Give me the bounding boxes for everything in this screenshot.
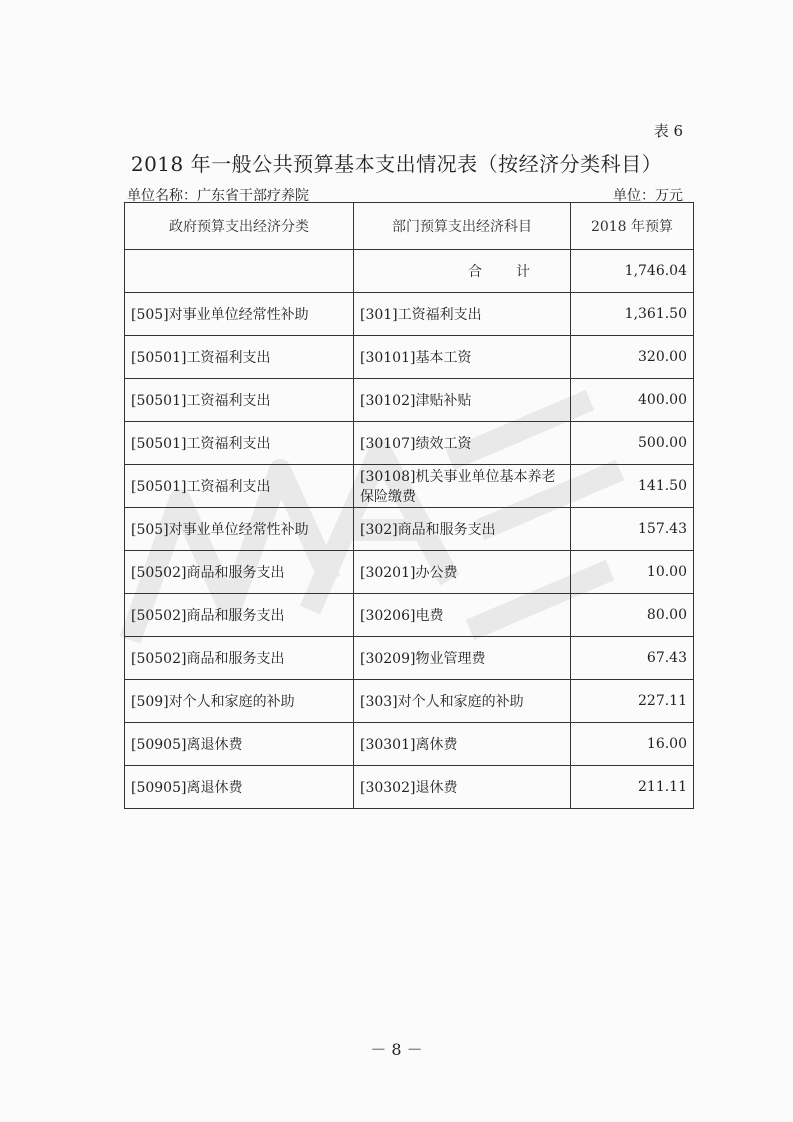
- gov-category-cell: [505]对事业单位经常性补助: [125, 508, 354, 551]
- column-header-amount: 2018 年预算: [571, 203, 694, 250]
- page-title: 2018 年一般公共预算基本支出情况表（按经济分类科目）: [130, 152, 663, 176]
- unit-name: 单位名称：广东省干部疗养院: [127, 188, 309, 204]
- column-header-dept: 部门预算支出经济科目: [354, 203, 571, 250]
- gov-category-cell: [50905]离退休费: [125, 723, 354, 766]
- gov-category-cell: [50502]商品和服务支出: [125, 594, 354, 637]
- page-number: － 8 －: [370, 1040, 423, 1059]
- gov-category-cell: [50501]工资福利支出: [125, 422, 354, 465]
- total-row: [125, 250, 694, 293]
- table-row: [125, 723, 694, 766]
- table-row: [125, 551, 694, 594]
- dept-category-cell: [301]工资福利支出: [354, 293, 571, 336]
- gov-category-cell: [50502]商品和服务支出: [125, 551, 354, 594]
- dept-category-cell: [303]对个人和家庭的补助: [354, 680, 571, 723]
- amount-cell: 1,361.50: [571, 293, 694, 336]
- dept-category-cell: [30108]机关事业单位基本养老保险缴费: [354, 465, 571, 508]
- dept-category-cell: [30301]离休费: [354, 723, 571, 766]
- amount-cell: 227.11: [571, 680, 694, 723]
- amount-cell: 320.00: [571, 336, 694, 379]
- amount-cell: 211.11: [571, 766, 694, 809]
- amount-cell: 157.43: [571, 508, 694, 551]
- dept-category-cell: [30206]电费: [354, 594, 571, 637]
- table-row: [125, 293, 694, 336]
- gov-category-cell: [509]对个人和家庭的补助: [125, 680, 354, 723]
- table-number: 表 6: [653, 122, 683, 140]
- table-row: [125, 379, 694, 422]
- table-row: [125, 766, 694, 809]
- dept-category-cell: [30102]津贴补贴: [354, 379, 571, 422]
- budget-table: [124, 202, 694, 809]
- amount-cell: 141.50: [571, 465, 694, 508]
- total-label: 合计: [354, 250, 571, 293]
- amount-cell: 80.00: [571, 594, 694, 637]
- table-row: [125, 336, 694, 379]
- unit-label: 单位：万元: [613, 188, 683, 204]
- amount-cell: 67.43: [571, 637, 694, 680]
- dept-category-cell: [30101]基本工资: [354, 336, 571, 379]
- amount-cell: 400.00: [571, 379, 694, 422]
- amount-cell: 500.00: [571, 422, 694, 465]
- dept-category-cell: [30107]绩效工资: [354, 422, 571, 465]
- total-gov-cell: [125, 250, 354, 293]
- table-row: [125, 465, 694, 508]
- column-header-gov: 政府预算支出经济分类: [125, 203, 354, 250]
- table-row: [125, 680, 694, 723]
- dept-category-cell: [30209]物业管理费: [354, 637, 571, 680]
- table-row: [125, 508, 694, 551]
- gov-category-cell: [505]对事业单位经常性补助: [125, 293, 354, 336]
- gov-category-cell: [50501]工资福利支出: [125, 379, 354, 422]
- dept-category-cell: [30302]退休费: [354, 766, 571, 809]
- total-amount: 1,746.04: [571, 250, 694, 293]
- gov-category-cell: [50501]工资福利支出: [125, 465, 354, 508]
- gov-category-cell: [50905]离退休费: [125, 766, 354, 809]
- table-row: [125, 637, 694, 680]
- dept-category-cell: [302]商品和服务支出: [354, 508, 571, 551]
- amount-cell: 10.00: [571, 551, 694, 594]
- amount-cell: 16.00: [571, 723, 694, 766]
- table-row: [125, 422, 694, 465]
- table-row: [125, 594, 694, 637]
- gov-category-cell: [50502]商品和服务支出: [125, 637, 354, 680]
- gov-category-cell: [50501]工资福利支出: [125, 336, 354, 379]
- dept-category-cell: [30201]办公费: [354, 551, 571, 594]
- table-header-row: [125, 203, 694, 250]
